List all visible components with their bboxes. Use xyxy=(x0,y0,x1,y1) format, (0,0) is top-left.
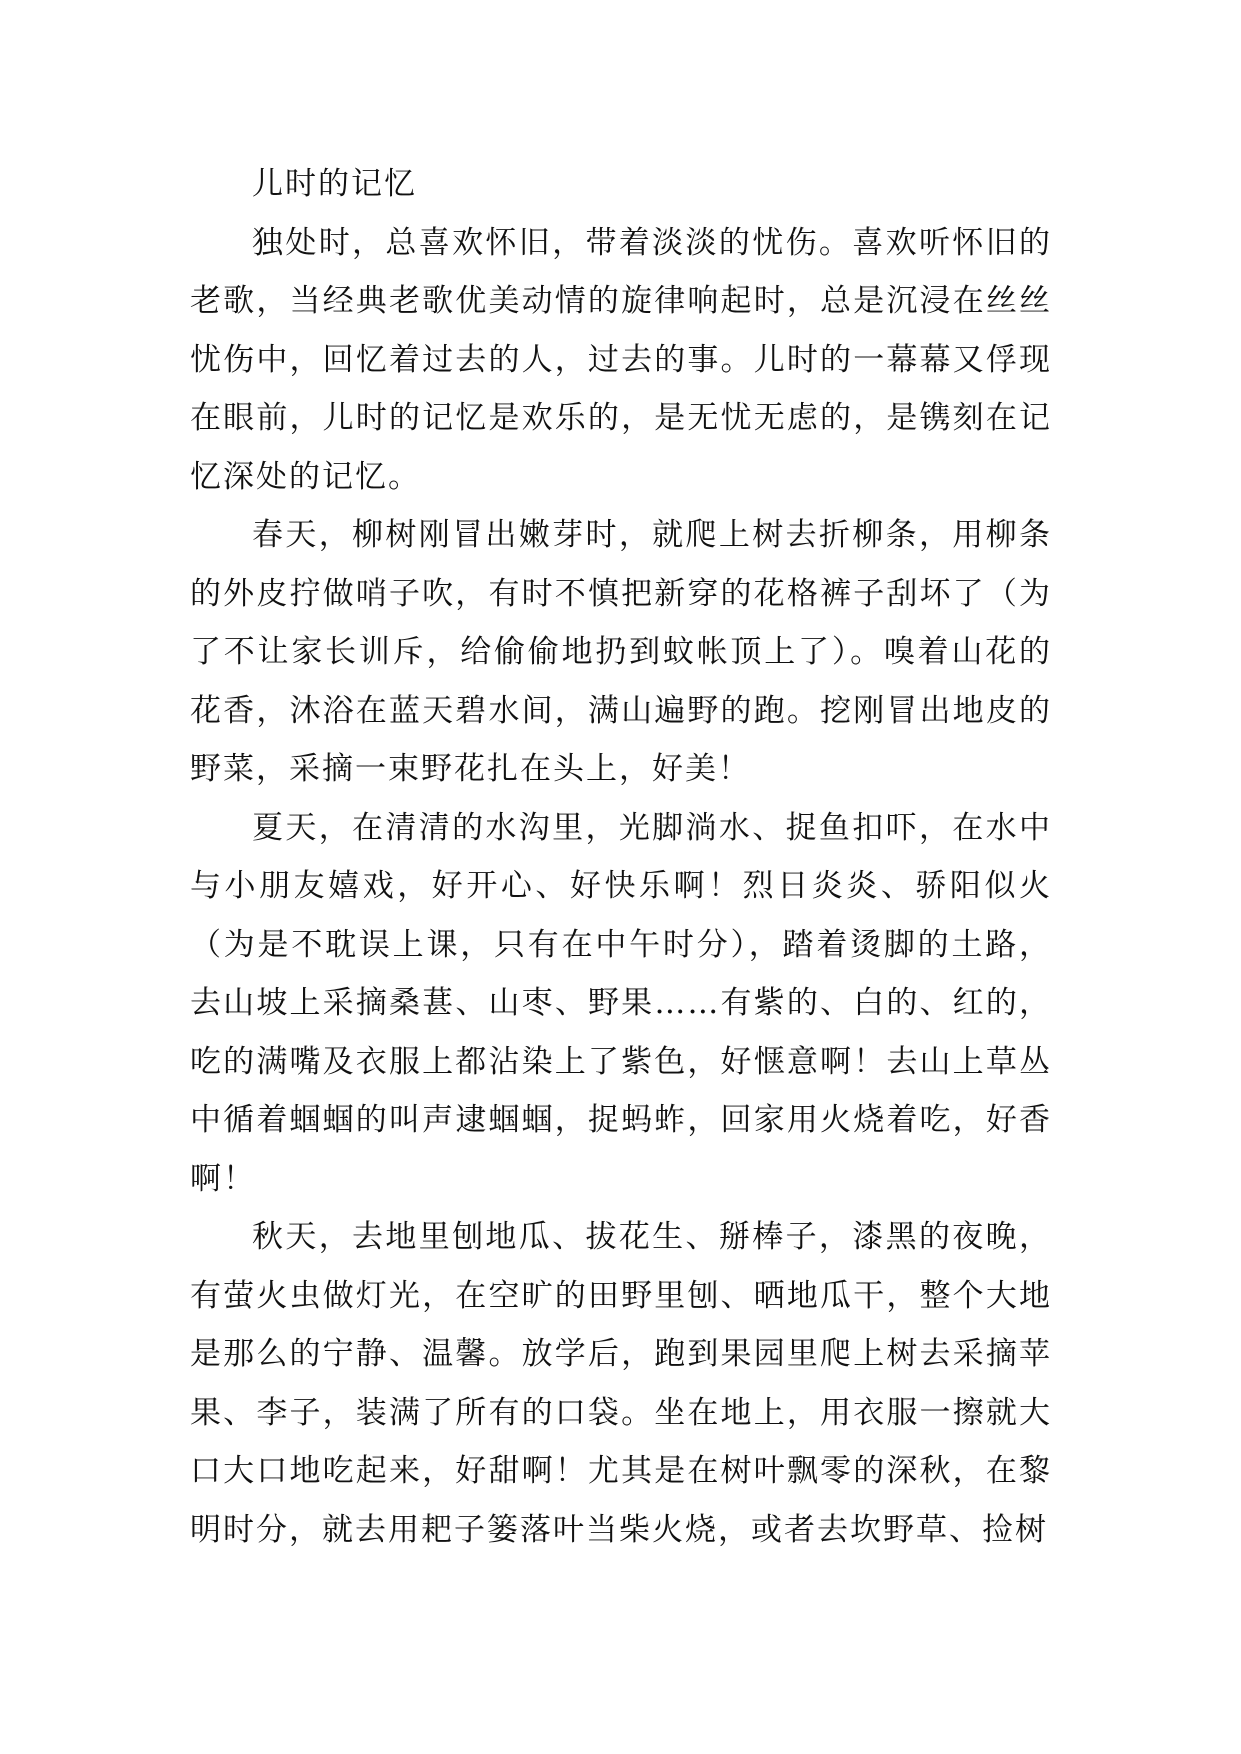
paragraph-intro: 独处时，总喜欢怀旧，带着淡淡的忧伤。喜欢听怀旧的老歌，当经典老歌优美动情的旋律响起时，总是沉浸在丝丝忧伤中，回忆着过去的人，过去的事。儿时的一幕幕又俘现在眼前，儿时的记忆是欢乐的，是无忧无虑的，是镌刻在记忆深处的记忆。 xyxy=(190,224,1052,495)
paragraph-spring: 春天，柳树刚冒出嫩芽时，就爬上树去折柳条，用柳条的外皮拧做哨子吹，有时不慎把新穿的花格裤子刮坏了（为了不让家长训斥，给偷偷地扔到蚊帐顶上了）。嗅着山花的花香，沐浴在蓝天碧水间，满山遍野的跑。挖刚冒出地皮的野菜，采摘一束野花扎在头上，好美！ xyxy=(190,517,1052,787)
paragraph-autumn: 秋天，去地里刨地瓜、拔花生、掰棒子，漆黑的夜晚，有萤火虫做灯光，在空旷的田野里刨、晒地瓜干，整个大地是那么的宁静、温馨。放学后，跑到果园里爬上树去采摘苹果、李子，装满了所有的口袋。坐在地上，用衣服一擦就大口大口地吃起来，好甜啊！尤其是在树叶飘零的深秋，在黎明时分，就去用耙子篓落叶当柴火烧，或者去坎野草、捡树 xyxy=(190,1219,1052,1548)
page-title: 儿时的记忆 xyxy=(252,166,417,202)
paragraph-summer: 夏天，在清清的水沟里，光脚淌水、捉鱼扣吓，在水中与小朋友嬉戏，好开心、好快乐啊！烈日炎炎、骄阳似火（为是不耽误上课，只有在中午时分），踏着烫脚的土路，去山坡上采摘桑葚、山枣、野果……有紫的、白的、红的，吃的满嘴及衣服上都沾染上了紫色，好惬意啊！去山上草丛中循着蝈蝈的叫声逮蝈蝈，捉蚂蚱，回家用火烧着吃，好香啊！ xyxy=(190,809,1052,1197)
document-body xyxy=(190,155,1052,1559)
